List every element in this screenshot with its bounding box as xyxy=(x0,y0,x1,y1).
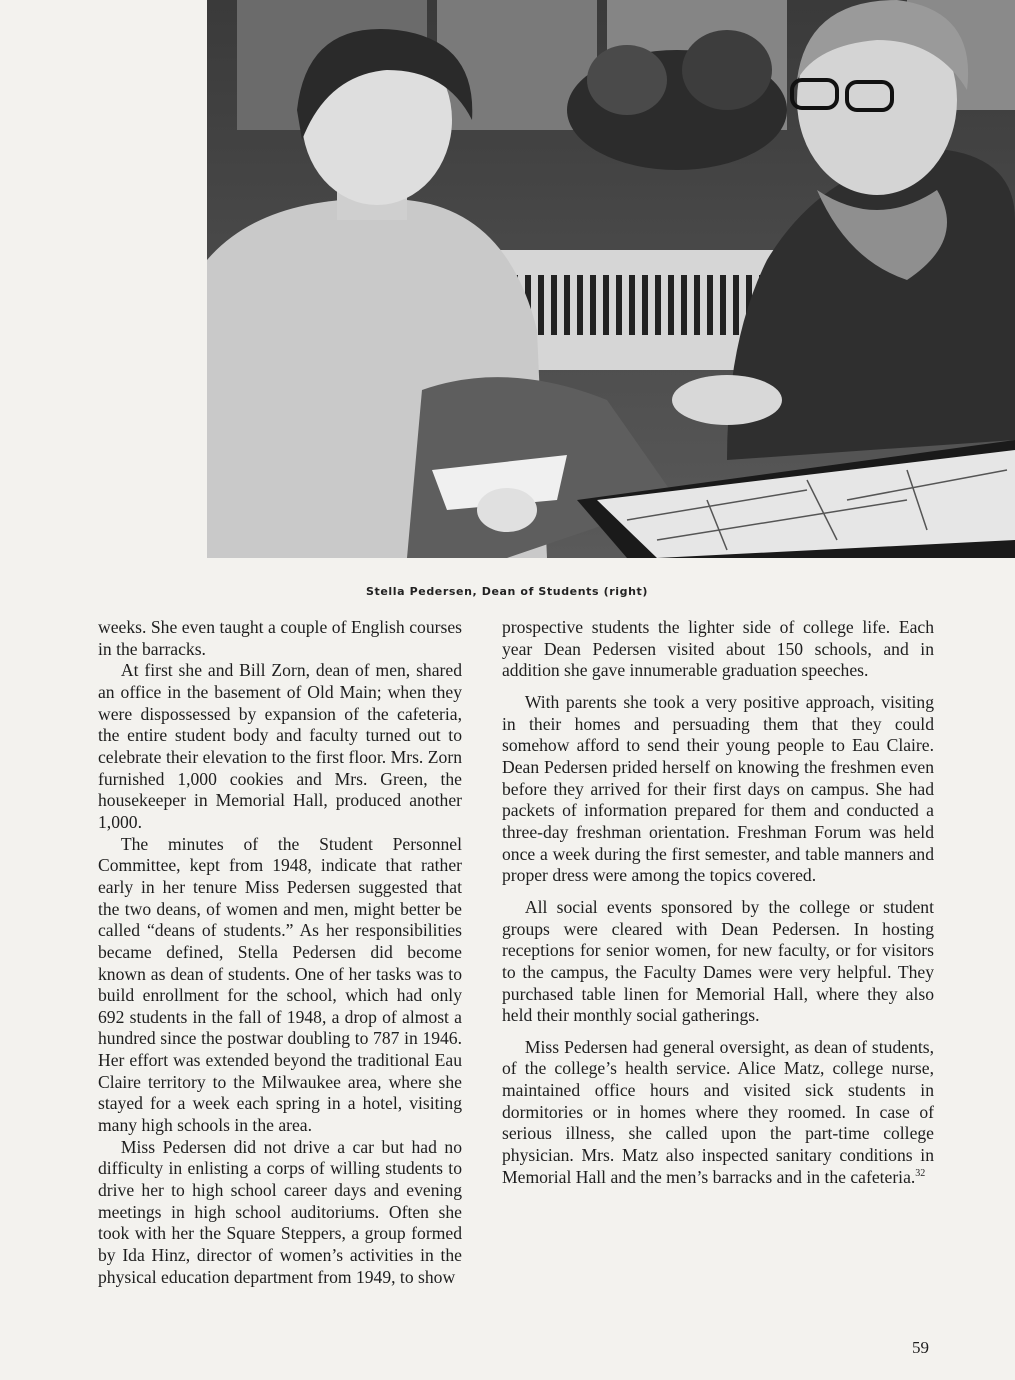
page-number: 59 xyxy=(912,1338,929,1357)
paragraph: The minutes of the Student Personnel Committee, kept from 1948, indicate that rather early in her tenure Miss Pedersen suggested that the two deans, of women and men, might better be called “deans of students.” As her responsibilities became defined, Stella Pedersen did become known as dean of students. One of her tasks was to build enrollment for the school, which had only 692 students in the fall of 1948, a drop of almost a hundred since the postwar doubling to 787 in 1946. Her effort was extended beyond the traditional Eau Claire territory to the Milwaukee area, where she stayed for a week each spring in a hotel, visiting many high schools in the area. xyxy=(98,833,462,1136)
paragraph: weeks. She even taught a couple of English courses in the barracks. xyxy=(98,617,462,659)
photograph xyxy=(207,0,1015,558)
paragraph xyxy=(502,1037,934,1189)
photo-illustration xyxy=(207,0,1015,558)
footnote-reference: 32 xyxy=(915,1167,926,1179)
paragraph: All social events sponsored by the college or student groups were cleared with Dean Pedersen. In hosting receptions for senior women, for new faculty, or for visitors to the campus, the Faculty Dames were very helpful. They purchased table linen for Memorial Hall, where they also held their monthly social gatherings. xyxy=(502,896,934,1026)
paragraph-text: Miss Pedersen had general oversight, as dean of students, of the college’s health service. Alice Matz, college nurse, maintained office hours and visited sick students in dormitories or in homes where they roomed. In case of serious illness, she called upon the part-time college physician. Mrs. Matz also inspected sanitary conditions in Memorial Hall and the men’s barracks and in the cafeteria. xyxy=(502,1036,934,1187)
photo-caption: Stella Pedersen, Dean of Students (right) xyxy=(365,585,649,598)
paragraph: At first she and Bill Zorn, dean of men, shared an office in the basement of Old Main; when they were dispossessed by expansion of the cafeteria, the entire student body and faculty turned out to celebrate their elevation to the first floor. Mrs. Zorn furnished 1,000 cookies and Mrs. Green, the housekeeper in Memorial Hall, produced another 1,000. xyxy=(98,660,462,832)
left-column xyxy=(98,617,462,1288)
paragraph: Miss Pedersen did not drive a car but had no difficulty in enlisting a corps of willing students to drive her to high school career days and evening meetings in high school auditoriums. Often she took with her the Square Steppers, a group formed by Ida Hinz, director of women’s activities in the physical education department from 1949, to show xyxy=(98,1136,462,1287)
right-column xyxy=(502,617,934,1198)
paragraph: With parents she took a very positive approach, visiting in their homes and persuading them that they could somehow afford to send their young people to Eau Claire. Dean Pedersen prided herself on knowing the freshmen even before they arrived for their first days on campus. She had packets of information prepared for them and conducted a three-day freshman orientation. Freshman Forum was held once a week during the first semester, and table manners and proper dress were among the topics covered. xyxy=(502,691,934,886)
paragraph: prospective students the lighter side of college life. Each year Dean Pedersen visited about 150 schools, and in addition she gave innumerable graduation speeches. xyxy=(502,617,934,681)
